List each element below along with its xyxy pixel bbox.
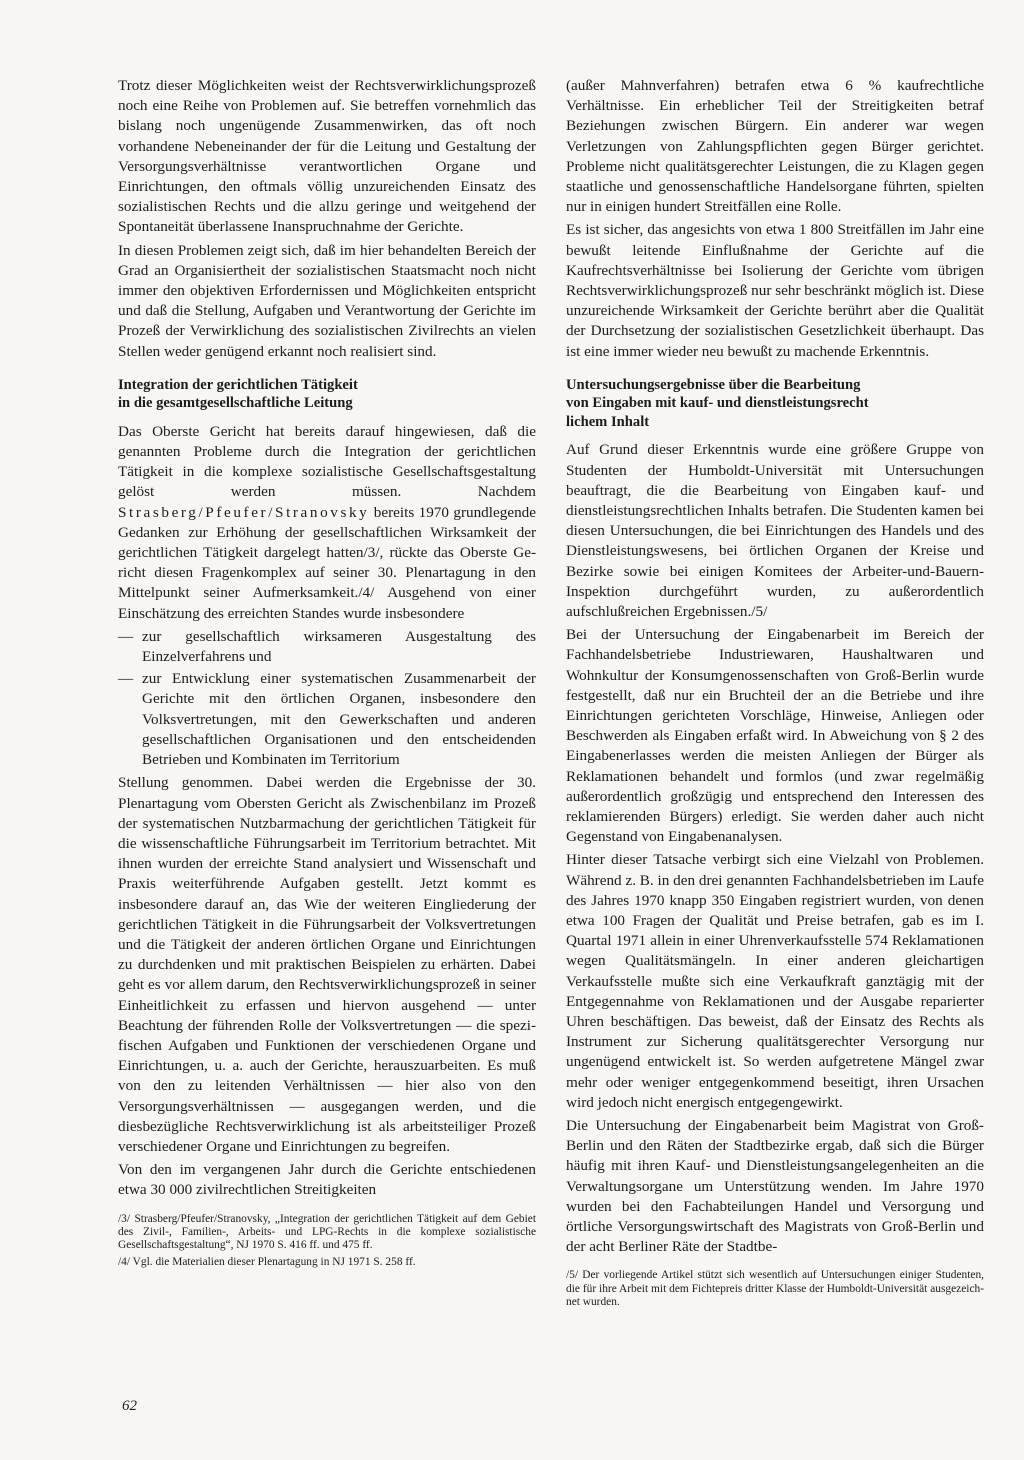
paragraph: Stellung genommen. Dabei werden die Ergebnisse der 30. Plenartagung vom Obersten Gericht als Zwischenbilanz im Prozeß der systematischen Nutzbarmachung der gerichtlichen Tätigkeit für die wissenschaftliche Führungsarbeit im Territorium betrachtet. Mit ihnen wurden der erreichte Stand analysiert und Wissenschaft und Praxis weiterführende Aufgaben gestellt. Jetzt kommt es insbesondere darauf an, das Wie der weiteren Eingliederung der gerichtlichen Tätigkeit in die Führungsarbeit der Volksvertretungen und die Tätigkeit der anderen örtlichen Organe und Einrichtungen zu durchdenken und mit praktischen Beispielen zu erhärten. Dabei geht es vor allem darum, den Rechtsverwirklichungsprozeß in seiner Einheitlichkeit zu erfassen und hiervon ausgehend — unter Beachtung der führenden Rolle der Volksvertretungen — die spezifischen Aufgaben und Funktionen der verschiedenen Organe und Einrichtungen, u. a. auch der Gerichte, herauszuarbeiten. Es muß von den zu leitenden Verhältnissen — hier also von den Versorgungsverhältnissen — ausgegangen werden, und die diesbezügliche Rechtsverwirklichung ist als arbeitsteiliger Prozeß verschiedener Organe und Einrichtungen zu begreifen. bbox=[118, 774, 536, 1155]
footnote: /5/ Der vorliegende Artikel stützt sich wesentlich auf Untersuchungen einiger Studenten, die für ihre Arbeit mit dem Fichtepreis dritter Klasse der Humboldt-Universität ausgezeichnet wurden. bbox=[566, 1269, 984, 1309]
section-heading bbox=[566, 376, 984, 432]
left-column bbox=[118, 76, 536, 1272]
paragraph: In diesen Problemen zeigt sich, daß im hier behandelten Bereich der Grad an Organisiertheit der sozialistischen Staatsmacht noch nicht immer den objektiven Erfordernissen und Möglichkeiten entspricht und daß die Stellung, Aufgaben und Verantwortung der Gerichte im Prozeß der Verwirklichung des sozialistischen Zivilrechts an vielen Stellen weder genügend erkannt noch realisiert sind. bbox=[118, 241, 536, 360]
footnotes bbox=[118, 1213, 536, 1270]
heading-line: Untersuchungsergebnisse über die Bearbeitung bbox=[566, 376, 861, 393]
list-item bbox=[118, 669, 536, 770]
text-run: Das Oberste Gericht hat bereits darauf hingewiesen, daß die genannten Probleme durch die Integration der gerichtlichen Tätigkeit in die komplexe sozialistische Gesellschaftsgestaltung gelöst werden müssen. Nachdem bbox=[118, 422, 536, 501]
footnote: /4/ Vgl. die Materialien dieser Plenartagung in NJ 1971 S. 258 ff. bbox=[118, 1255, 416, 1268]
paragraph: Es ist sicher, das angesichts von etwa 1 800 Streitfällen im Jahr eine bewußt leitende Einflußnahme der Gerichte auf die Kaufrechtsverhältnisse bei Isolierung der Gerichte vom übrigen Rechtsverwirklichungsprozeß nur sehr beschränkt möglich ist. Diese unzureichende Wirksamkeit der Gerichte berührt aber die Qualität der Durchsetzung der sozialistischen Gesetzlichkeit überhaupt. Das ist eine immer wieder neu bewußt zu machende Erkenntnis. bbox=[566, 221, 984, 360]
footnote: /3/ Strasberg/Pfeufer/Stranovsky, „Integration der gerichtlichen Tätigkeit auf dem Gebiet des Zivil-, Familien-, Arbeits- und LPG-Rechts in die komplexe sozialistische Gesellschaftsgestaltung“, NJ 1970 S. 416 ff. und 475 ff. bbox=[118, 1212, 536, 1252]
page-number: 62 bbox=[122, 1398, 137, 1414]
section-heading bbox=[118, 376, 536, 413]
heading-line: Integration der gerichtlichen Tätigkeit bbox=[118, 376, 358, 393]
heading-line: lichem Inhalt bbox=[566, 413, 650, 430]
author-names: Strasberg/Pfeufer/Stranovsky bbox=[118, 503, 370, 521]
dash-list bbox=[118, 627, 536, 770]
paragraph: Trotz dieser Möglichkeiten weist der Rechtsverwirklichungsprozeß noch eine Reihe von Problemen auf. Sie betreffen vornehmlich das bislang noch ungenügende Zusammenwirken, das oft noch vorhandene Nebeneinander der für die Leitung und Gestaltung der Versorgungsverhältnisse verantwortlichen Organe und Einrichtungen, den oftmals völlig unzureichenden Einsatz des sozialistischen Rechts und die allzu geringe und weitgehend der Spontaneität überlassene Inanspruchnahme der Gerichte. bbox=[118, 77, 536, 236]
heading-line: in die gesamtgesellschaftliche Leitung bbox=[118, 395, 353, 412]
paragraph: Von den im vergangenen Jahr durch die Gerichte entschiedenen etwa 30 000 zivilrechtlichen Streitigkeiten bbox=[118, 1161, 536, 1199]
heading-line: von Eingaben mit kauf- und dienstleistungsrecht bbox=[566, 395, 869, 412]
paragraph: Auf Grund dieser Erkenntnis wurde eine größere Gruppe von Studenten der Humboldt-Universität mit Untersuchungen beauftragt, die die Bearbeitung von Eingaben kauf- und dienstleistungsrechtlichen Inhalts betrafen. Die Studenten kamen bei diesen Untersuchungen, die bei Einrichtungen des Handels und des Dienstleistungswesens, bei örtlichen Organen der Kreise und Bezirke sowie bei einigen Komitees der Arbeiter-und-Bauern-Inspektion durchgeführt wurden, zu außerordentlich aufschlußreichen Ergebnissen./5/ bbox=[566, 441, 984, 620]
paragraph bbox=[118, 422, 536, 624]
footnotes bbox=[566, 1269, 984, 1309]
dash-marker: — bbox=[118, 627, 134, 645]
list-item bbox=[118, 627, 536, 667]
text-run: bereits 1970 grundlegende Gedanken zur Erhöhung der gesellschaftlichen Wirksamkeit der gerichtlichen Tätigkeit dargelegt hatten/3/, rückte das Oberste Gericht diesen Fragenkomplex auf seiner 30. Plenartagung in den Mittelpunkt seiner Aufmerksamkeit./4/ Ausgehend von einer Einschätzung des erreichten Standes wurde insbesondere bbox=[118, 503, 537, 622]
list-item-text: zur gesellschaftlich wirksameren Ausgestaltung des Einzelverfahrens und bbox=[142, 627, 536, 666]
dash-marker: — bbox=[118, 670, 134, 688]
paragraph: Hinter dieser Tatsache verbirgt sich eine Vielzahl von Problemen. Während z. B. in den drei genannten Fachhandelsbetrieben im Laufe des Jahres 1970 knapp 350 Eingaben registriert wurden, von denen etwa 100 Fragen der Qualität und Preise betrafen, gab es im I. Quartal 1971 allein in einer Uhrenverkaufsstelle 574 Reklamationen wegen Qualitätsmängeln. In einer anderen gleichartigen Verkaufsstelle mußte sich eine Verkaufkraft ganztägig mit der Entgegennahme von Reklamationen und der Ausgabe reparierter Uhren beschäftigen. Das beweist, daß der Einsatz des Rechts als Instrument zur Sicherung qualitätsgerechter Versorgung nur ungenügend entwickelt ist. So werden aufgetretene Mängel zwar mehr oder weniger entgegenkommend beseitigt, ihren Ursachen wird jedoch nicht energisch entgegengewirkt. bbox=[566, 851, 984, 1111]
paragraph: (außer Mahnverfahren) betrafen etwa 6 % kaufrechtliche Verhältnisse. Ein erheblicher Teil der Streitigkeiten betraf Beziehungen zwischen Bürgern. Ein anderer war wegen Verletzungen von Zahlungspflichten gegen Bürger gerichtet. Probleme nicht qualitätsgerechter Leistungen, die zu Klagen gegen staatliche und genossenschaftliche Handelsorgane führten, spielten nur in einigen hundert Streitfällen eine Rolle. bbox=[566, 77, 984, 216]
paragraph: Bei der Untersuchung der Eingabenarbeit im Bereich der Fachhandelsbetriebe Industriewaren, Haushaltwaren und Wohnkultur der Konsumgenossenschaften von Groß-Berlin wurde festgestellt, daß nur ein Bruchteil der an die Betriebe und ihre Einrichtungen gerichteten Vorschläge, Hinweise, Anliegen oder Beschwerden als Eingaben erfaßt wird. In Abweichung von § 2 des Eingabenerlasses werden die meisten Anliegen der Bürger als Reklamationen behandelt und formlos (und zwar regelmäßig außerordentlich großzügig und entsprechend den Interessen des reklamierenden Bürgers) erledigt. Sie werden daher auch nicht Gegenstand von Eingabenanalysen. bbox=[566, 626, 984, 846]
right-column bbox=[566, 76, 984, 1313]
list-item-text: zur Entwicklung einer systematischen Zusammenarbeit der Gerichte mit den örtlichen Organen, insbesondere den Volksvertretungen, mit den Gewerkschaften und anderen gesellschaftlichen Organisationen und den entscheidenden Betrieben und Kombinaten im Territorium bbox=[142, 670, 536, 769]
paragraph: Die Untersuchung der Eingabenarbeit beim Magistrat von Groß-Berlin und den Räten der Stadtbezirke ergab, daß sich die Bürger häufig mit ihren Kauf- und Dienstleistungsangelegenheiten an die Verwaltungsorgane um Unterstützung wenden. Im Jahre 1970 wurden bei den Fachabteilungen Handel und Versorgung und örtliche Versorgungswirtschaft des Magistrats von Groß-Berlin und der acht Berliner Räte der Stadtbe- bbox=[566, 1117, 984, 1256]
